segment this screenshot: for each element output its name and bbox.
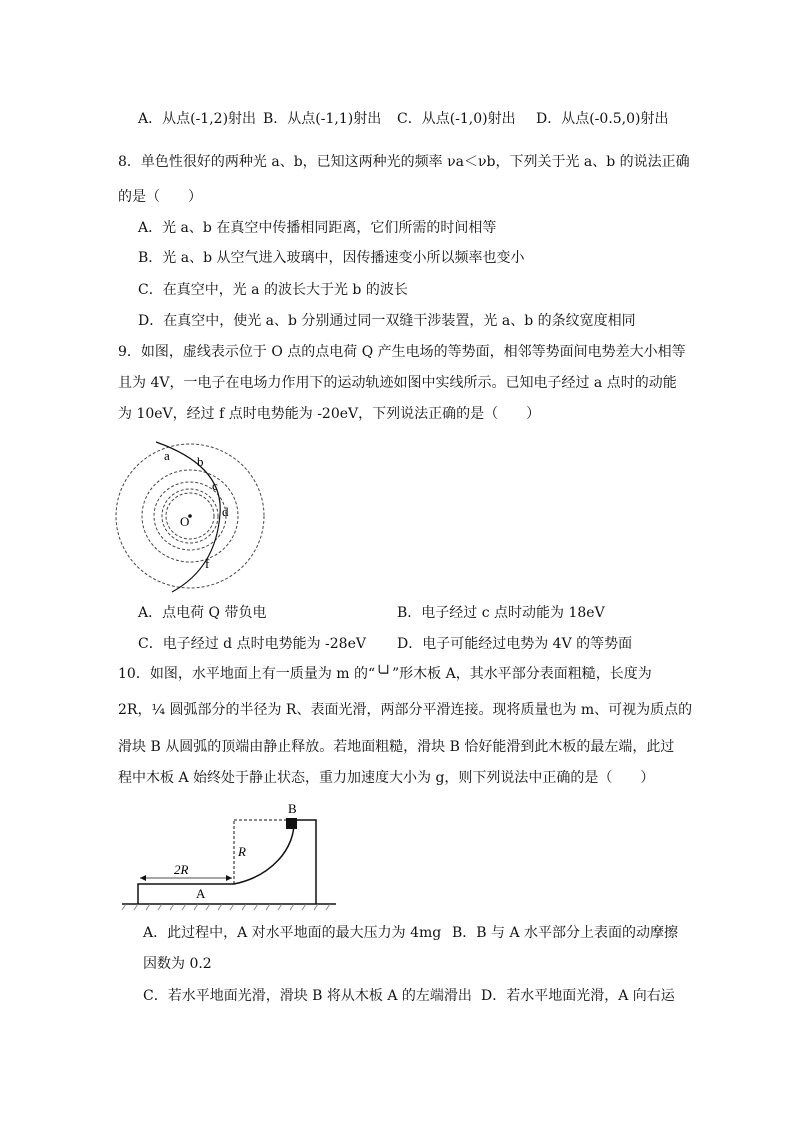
label-2r: 2R: [174, 862, 189, 877]
q10-stem-line-1: 10．如图，水平地面上有一质量为 m 的“╰┘”形木板 A，其水平部分表面粗糙，长度为: [118, 666, 652, 682]
label-r: R: [238, 844, 246, 859]
q8-stem-line-2: 的是（ ）: [118, 189, 202, 205]
q9-stem-line-1: 9．如图，虚线表示位于 O 点的点电荷 Q 产生电场的等势面，相邻等势面间电势差大小相等: [118, 344, 686, 360]
q10-option-b-continued: 因数为 0.2: [143, 956, 212, 972]
q10-stem-line-4: 程中木板 A 始终处于静止状态，重力加速度大小为 g，则下列说法中正确的是（ ）: [118, 770, 655, 786]
q8-option-d: D．在真空中，使光 a、b 分别通过同一双缝干涉装置，光 a、b 的条纹宽度相同: [138, 313, 636, 329]
label-a: a: [164, 448, 170, 463]
label-o: O: [180, 514, 190, 529]
q9-stem-line-3: 为 10eV，经过 f 点时电势能为 -20eV，下列说法正确的是（ ）: [118, 406, 541, 422]
q7-option-b: B．从点(-1,1)射出: [263, 111, 382, 127]
label-d: d: [222, 504, 229, 519]
q8-option-c: C．在真空中，光 a 的波长大于光 b 的波长: [138, 282, 408, 298]
board-figure: [120, 798, 340, 916]
q10-option-b: B．B 与 A 水平部分上表面的动摩擦: [452, 925, 679, 941]
q7-option-a: A．从点(-1,2)射出: [138, 111, 257, 127]
label-b: B: [288, 801, 297, 816]
label-f: f: [205, 556, 210, 571]
q10-option-a: A．此过程中，A 对水平地面的最大压力为 4mg: [143, 925, 442, 941]
q10-stem-line-2: 2R，¼ 圆弧部分的半径为 R、表面光滑，两部分平滑连接。现将质量也为 m、可视为质点的: [118, 702, 693, 718]
q8-option-b: B．光 a、b 从空气进入玻璃中，因传播速变小所以频率也变小: [138, 250, 525, 266]
q10-stem-line-3: 滑块 B 从圆弧的顶端由静止释放。若地面粗糙，滑块 B 恰好能滑到此木板的最左端，此过: [118, 739, 675, 755]
q9-option-a: A．点电荷 Q 带负电: [138, 605, 267, 621]
q8-option-a: A．光 a、b 在真空中传播相同距离，它们所需的时间相等: [138, 220, 497, 236]
q9-option-d: D．电子可能经过电势为 4V 的等势面: [397, 636, 633, 652]
q8-stem-line-1: 8．单色性很好的两种光 a、b，已知这两种光的频率 νa＜νb，下列关于光 a、b 的说法正确: [118, 154, 690, 170]
label-b: b: [197, 454, 204, 469]
q7-option-c: C．从点(-1,0)射出: [397, 111, 516, 127]
q10-option-c: C．若水平地面光滑，滑块 B 将从木板 A 的左端滑出: [143, 988, 472, 1004]
q10-option-d: D．若水平地面光滑，A 向右运: [481, 988, 675, 1004]
equipotential-figure: [112, 436, 282, 596]
q9-option-b: B．电子经过 c 点时动能为 18eV: [397, 605, 605, 621]
q9-stem-line-2: 且为 4V，一电子在电场力作用下的运动轨迹如图中实线所示。已知电子经过 a 点时的动能: [118, 375, 677, 391]
q7-option-d: D．从点(-0.5,0)射出: [536, 111, 669, 127]
label-c: c: [212, 478, 218, 493]
q9-option-c: C．电子经过 d 点时电势能为 -28eV: [138, 636, 366, 652]
slider-b-block: [286, 818, 297, 829]
label-a: A: [196, 886, 206, 901]
board-outline: [138, 820, 316, 904]
